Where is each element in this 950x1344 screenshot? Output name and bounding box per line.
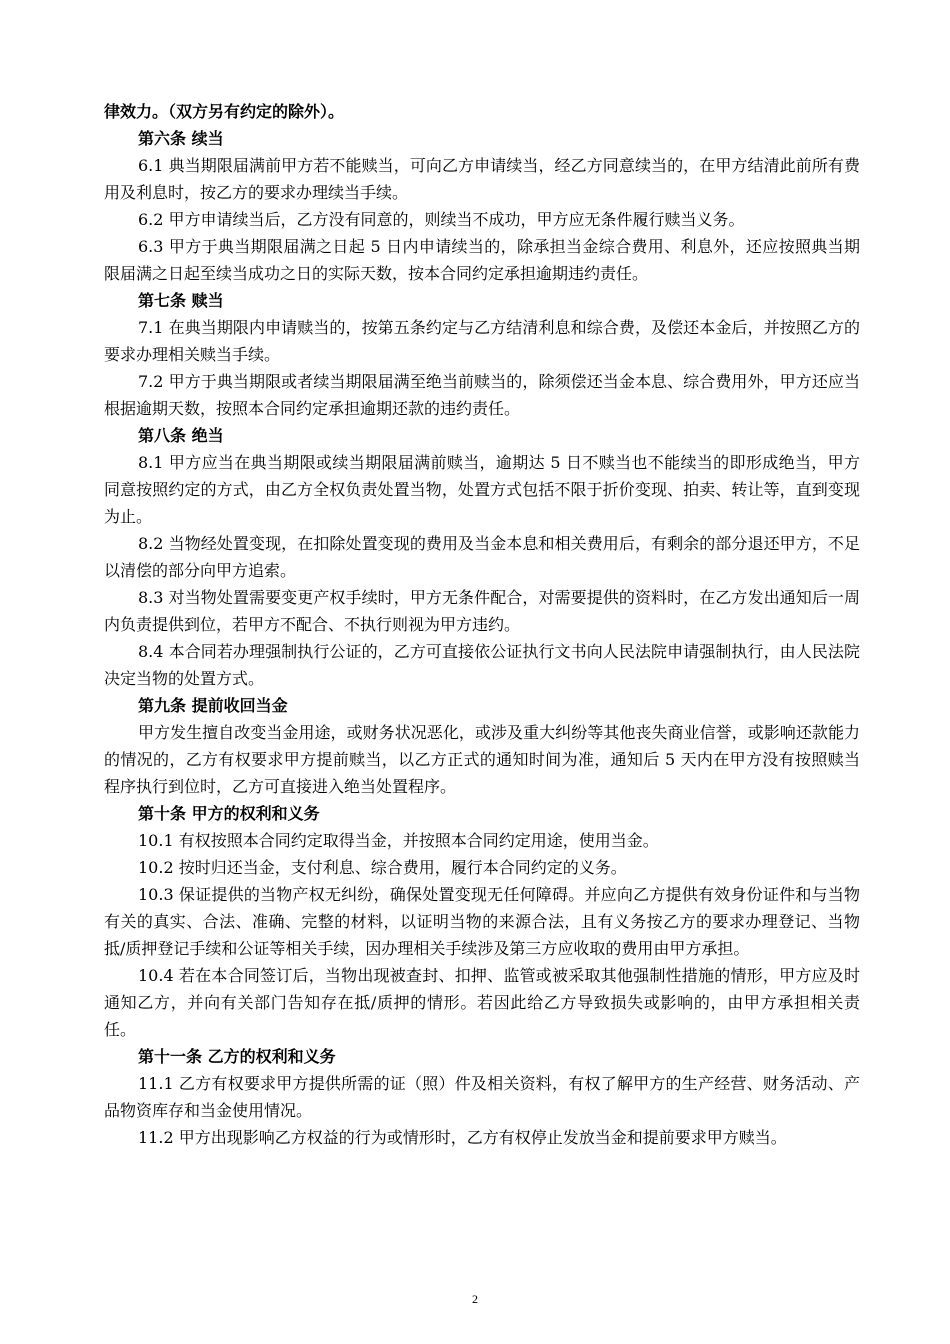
paragraph: 6.1 典当期限届满前甲方若不能赎当，可向乙方申请续当，经乙方同意续当的，在甲方结清此前所有费用及利息时，按乙方的要求办理续当手续。 — [104, 156, 860, 202]
section-heading: 第九条 提前收回当金 — [138, 696, 288, 715]
document-body — [104, 98, 860, 1151]
paragraph: 6.2 甲方申请续当后，乙方没有同意的，则续当不成功，甲方应无条件履行赎当义务。 — [138, 210, 745, 229]
paragraph: 8.3 对当物处置需要变更产权手续时，甲方无条件配合，对需要提供的资料时，在乙方发出通知后一周内负责提供到位，若甲方不配合、不执行则视为甲方违约。 — [104, 588, 860, 634]
paragraph: 11.2 甲方出现影响乙方权益的行为或情形时，乙方有权停止发放当金和提前要求甲方赎当。 — [138, 1128, 787, 1147]
page-number: 2 — [472, 1292, 478, 1306]
paragraph: 10.2 按时归还当金，支付利息、综合费用，履行本合同约定的义务。 — [138, 858, 627, 877]
section-heading: 第六条 续当 — [138, 129, 224, 148]
paragraph: 甲方发生擅自改变当金用途，或财务状况恶化，或涉及重大纠纷等其他丧失商业信誉，或影响还款能力的情况的，乙方有权要求甲方提前赎当，以乙方正式的通知时间为准，通知后 5 天内在甲方没有按照赎当程序执行到位时，乙方可直接进入绝当处置程序。 — [104, 723, 860, 796]
paragraph: 7.2 甲方于典当期限或者续当期限届满至绝当前赎当的，除须偿还当金本息、综合费用外，甲方还应当根据逾期天数，按照本合同约定承担逾期还款的违约责任。 — [104, 372, 860, 418]
paragraph: 10.1 有权按照本合同约定取得当金，并按照本合同约定用途，使用当金。 — [138, 831, 659, 850]
section-heading: 第八条 绝当 — [138, 426, 224, 445]
section-heading: 第七条 赎当 — [138, 291, 224, 310]
paragraph: 10.3 保证提供的当物产权无纠纷，确保处置变现无任何障碍。并应向乙方提供有效身份证件和与当物有关的真实、合法、准确、完整的材料，以证明当物的来源合法，且有义务按乙方的要求办理登记、当物抵/质押登记手续和公证等相关手续，因办理相关手续涉及第三方应收取的费用由甲方承担。 — [104, 885, 860, 958]
content-blocks — [104, 125, 860, 1151]
section-heading: 第十一条 乙方的权利和义务 — [138, 1047, 336, 1066]
paragraph: 11.1 乙方有权要求甲方提供所需的证（照）件及相关资料，有权了解甲方的生产经营、财务活动、产品物资库存和当金使用情况。 — [104, 1074, 860, 1120]
paragraph: 8.4 本合同若办理强制执行公证的，乙方可直接依公证执行文书向人民法院申请强制执行，由人民法院决定当物的处置方式。 — [104, 642, 860, 688]
lead-text: 律效力。（双方另有约定的除外）。 — [104, 102, 345, 121]
paragraph: 6.3 甲方于典当期限届满之日起 5 日内申请续当的，除承担当金综合费用、利息外，还应按照典当期限届满之日起至续当成功之日的实际天数，按本合同约定承担逾期违约责任。 — [104, 237, 860, 283]
paragraph: 8.1 甲方应当在典当期限或续当期限届满前赎当，逾期达 5 日不赎当也不能续当的即形成绝当，甲方同意按照约定的方式，由乙方全权负责处置当物，处置方式包括不限于折价变现、拍卖、转让等，直到变现为止。 — [104, 453, 860, 526]
section-heading: 第十条 甲方的权利和义务 — [138, 804, 320, 823]
paragraph: 7.1 在典当期限内申请赎当的，按第五条约定与乙方结清利息和综合费，及偿还本金后，并按照乙方的要求办理相关赎当手续。 — [104, 318, 860, 364]
paragraph: 8.2 当物经处置变现，在扣除处置变现的费用及当金本息和相关费用后，有剩余的部分退还甲方，不足以清偿的部分向甲方追索。 — [104, 534, 860, 580]
paragraph: 10.4 若在本合同签订后，当物出现被查封、扣押、监管或被采取其他强制性措施的情形，甲方应及时通知乙方，并向有关部门告知存在抵/质押的情形。若因此给乙方导致损失或影响的，由甲方承担相关责任。 — [104, 966, 860, 1039]
